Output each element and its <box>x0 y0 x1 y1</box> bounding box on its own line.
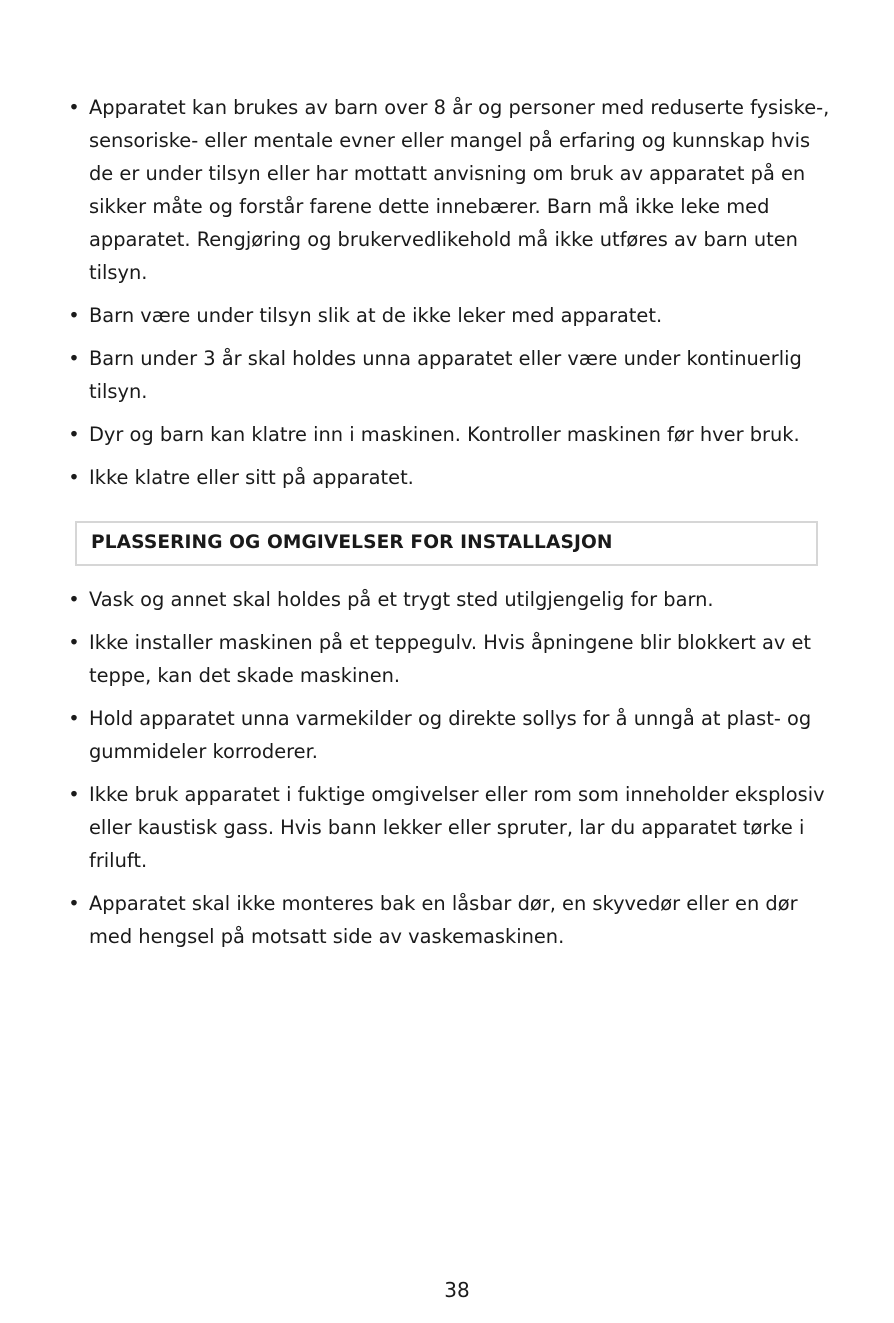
list-item <box>62 583 832 616</box>
page-number: 38 <box>444 1278 470 1302</box>
list-item-text: Hold apparatet unna varmekilder og direkte sollys for å unngå at plast- og gummideler korroderer. <box>89 707 812 763</box>
list-item-text: Ikke installer maskinen på et teppegulv. Hvis åpningene blir blokkert av et teppe, kan det skade maskinen. <box>89 631 812 687</box>
list-item <box>62 626 832 692</box>
bullet-icon: • <box>68 588 80 611</box>
bullet-icon: • <box>68 347 80 370</box>
bullet-icon: • <box>68 892 80 915</box>
bullet-icon: • <box>68 707 80 730</box>
bullet-icon: • <box>68 423 80 446</box>
list-item <box>62 778 832 877</box>
list-item-text: Ikke bruk apparatet i fuktige omgivelser eller rom som inneholder eksplosiv eller kaustisk gass. Hvis bann lekker eller spruter, lar du apparatet tørke i friluft. <box>89 783 825 872</box>
list-item <box>62 887 832 953</box>
list-item-text: Dyr og barn kan klatre inn i maskinen. Kontroller maskinen før hver bruk. <box>89 423 800 446</box>
bullet-icon: • <box>68 96 80 119</box>
list-item <box>62 91 832 289</box>
list-item-text: Ikke klatre eller sitt på apparatet. <box>89 466 414 489</box>
bullet-icon: • <box>68 466 80 489</box>
list-item-text: Apparatet kan brukes av barn over 8 år og personer med reduserte fysiske-, sensoriske- eller mentale evner eller mangel på erfaring og kunnskap hvis de er under tilsyn eller har mottatt anvisning om bruk av apparatet på en sikker måte og forstår farene dette innebærer. Barn må ikke leke med apparatet. Rengjøring og brukervedlikehold må ikke utføres av barn uten tilsyn. <box>89 96 830 284</box>
list-item-text: Barn være under tilsyn slik at de ikke leker med apparatet. <box>89 304 663 327</box>
list-item-text: Vask og annet skal holdes på et trygt sted utilgjengelig for barn. <box>89 588 714 611</box>
bullet-icon: • <box>68 783 80 806</box>
list-item <box>62 342 832 408</box>
list-item <box>62 461 832 494</box>
safety-list <box>62 91 832 504</box>
placement-list <box>62 583 832 963</box>
list-item <box>62 418 832 451</box>
list-item <box>62 299 832 332</box>
list-item-text: Apparatet skal ikke monteres bak en låsbar dør, en skyvedør eller en dør med hengsel på motsatt side av vaskemaskinen. <box>89 892 798 948</box>
section-header <box>75 521 818 566</box>
bullet-icon: • <box>68 631 80 654</box>
list-item-text: Barn under 3 år skal holdes unna apparatet eller være under kontinuerlig tilsyn. <box>89 347 802 403</box>
section-title: PLASSERING OG OMGIVELSER FOR INSTALLASJON <box>91 532 613 554</box>
bullet-icon: • <box>68 304 80 327</box>
list-item <box>62 702 832 768</box>
